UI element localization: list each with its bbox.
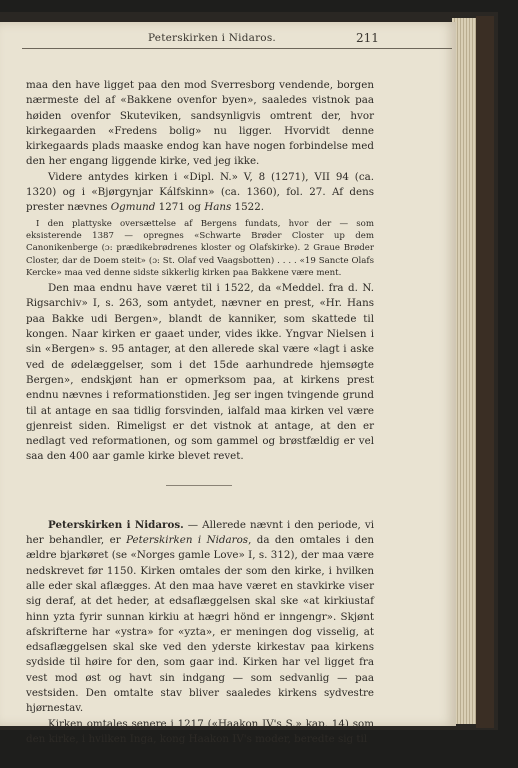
paragraph [26, 170, 374, 216]
person-name: Ogmund [110, 201, 156, 214]
section-title: Peterskirken i Nidaros. [48, 518, 184, 531]
paragraph-text: 1522. [231, 201, 265, 214]
paragraph: Kirken omtales senere i 1217 («Haakon IV's S.» kap. 14) som den kirke, i hvilken Inga, kong Haakon IV's moder, beredte sig til [26, 717, 374, 745]
footnote-paragraph: I den plattyske oversættelse af Bergens fundats, hvor der — som eksisterende 1387 — opregnes «Schwarte Brøder Closter up dem Canonikenberge (ɔ: prædikebrødrenes kloster og Olafskirke). 2 Graue Brøder Closter, dar de Doem steit» (ɔ: St. Olaf ved Vaagsbotten) . . . . «19 Sancte Olafs Kercke» maa ved denne sidste sikkerlig kirken paa Bakkene være ment. [26, 218, 374, 278]
paragraph-text: 1271 og [155, 201, 205, 214]
page-number: 211 [356, 31, 379, 45]
paragraph: maa den have ligget paa den mod Sverresborg vendende, borgen nærmeste del af «Bakkene ovenfor byen», saaledes vistnok paa høiden ovenfor Skuteviken, sandsynligvis omtrent der, hvor kirkegaarden «Fredens bolig» nu ligger. Hvorvidt denne kirkegaards plads maaske endog kan have nogen forbindelse med den her engang liggende kirke, ved jeg ikke. [26, 79, 374, 168]
section-divider [166, 485, 232, 486]
paragraph-text: , da den omtales i den ældre bjarkøret (se «Norges gamle Love» I, s. 312), der maa være nedskrevet før 1150. Kirken omtales der som den kirke, i hvilken alle eder skal aflægges. At den maa have været en stavkirke viser sig deraf, at det heder, at edsaflæggelsen skal ske «at kirkiustaf hinn yzta fyrir sunnan kirkiu at hægri hönd er inngengr». Skjønt afskrifterne har «ystra» for «yzta», er meningen dog visselig, at edsaflæggelsen skal ske ved den yderste kirkestav paa kirkens sydside til høire for den, som gaar ind. Kirken har vel ligget fra vest mod øst og havt sin indgang — som sedvanlig — paa vestsiden. Den omtalte stav bliver saaledes kirkens sydvestre hjørnestav. [26, 534, 374, 715]
running-title: Peterskirken i Nidaros. [148, 32, 276, 44]
paragraph [26, 518, 374, 717]
paragraph-text: — Allerede nævnt i den periode, vi her behandler, er [26, 518, 374, 547]
paragraph-text: Videre antydes kirken i «Dipl. N.» V, 8 (1271), VII 94 (ca. 1320) og i «Bjørgynjar Kálfskinn» (ca. 1360), fol. 27. Af dens prester nævnes [26, 170, 374, 214]
person-name: Hans [204, 201, 232, 214]
paragraph: Den maa endnu have været til i 1522, da «Meddel. fra d. N. Rigsarchiv» I, s. 263, som antydet, nævner en prest, «Hr. Hans paa Bakke udi Bergen», blandt de kanniker, som skattede til kongen. Naar kirken er gaaet under, vides ikke. Yngvar Nielsen i sin «Bergen» s. 95 antager, at den allerede skal være «lagt i aske ved de ødelæggelser, som i det 15de aarhundrede hjemsøgte Bergen», endskjønt han er opmerksom paa, at kirkens prest endnu nævnes i reformationstiden. Jeg ser ingen tvingende grund til at antage en saa tidlig forsvinden, ialfald maa kirken vel være gjenreist siden. Rimeligst er det vistnok at antage, at den er nedlagt ved reformationen, og som gammel og brøstfældig er vel saa den 400 aar gamle kirke blevet revet. [26, 282, 374, 463]
book-cover-edge [476, 16, 494, 728]
page-body [26, 78, 374, 747]
italic-reference: Peterskirken i Nidaros [126, 534, 249, 547]
page-header [0, 30, 456, 48]
header-rule [22, 48, 452, 49]
